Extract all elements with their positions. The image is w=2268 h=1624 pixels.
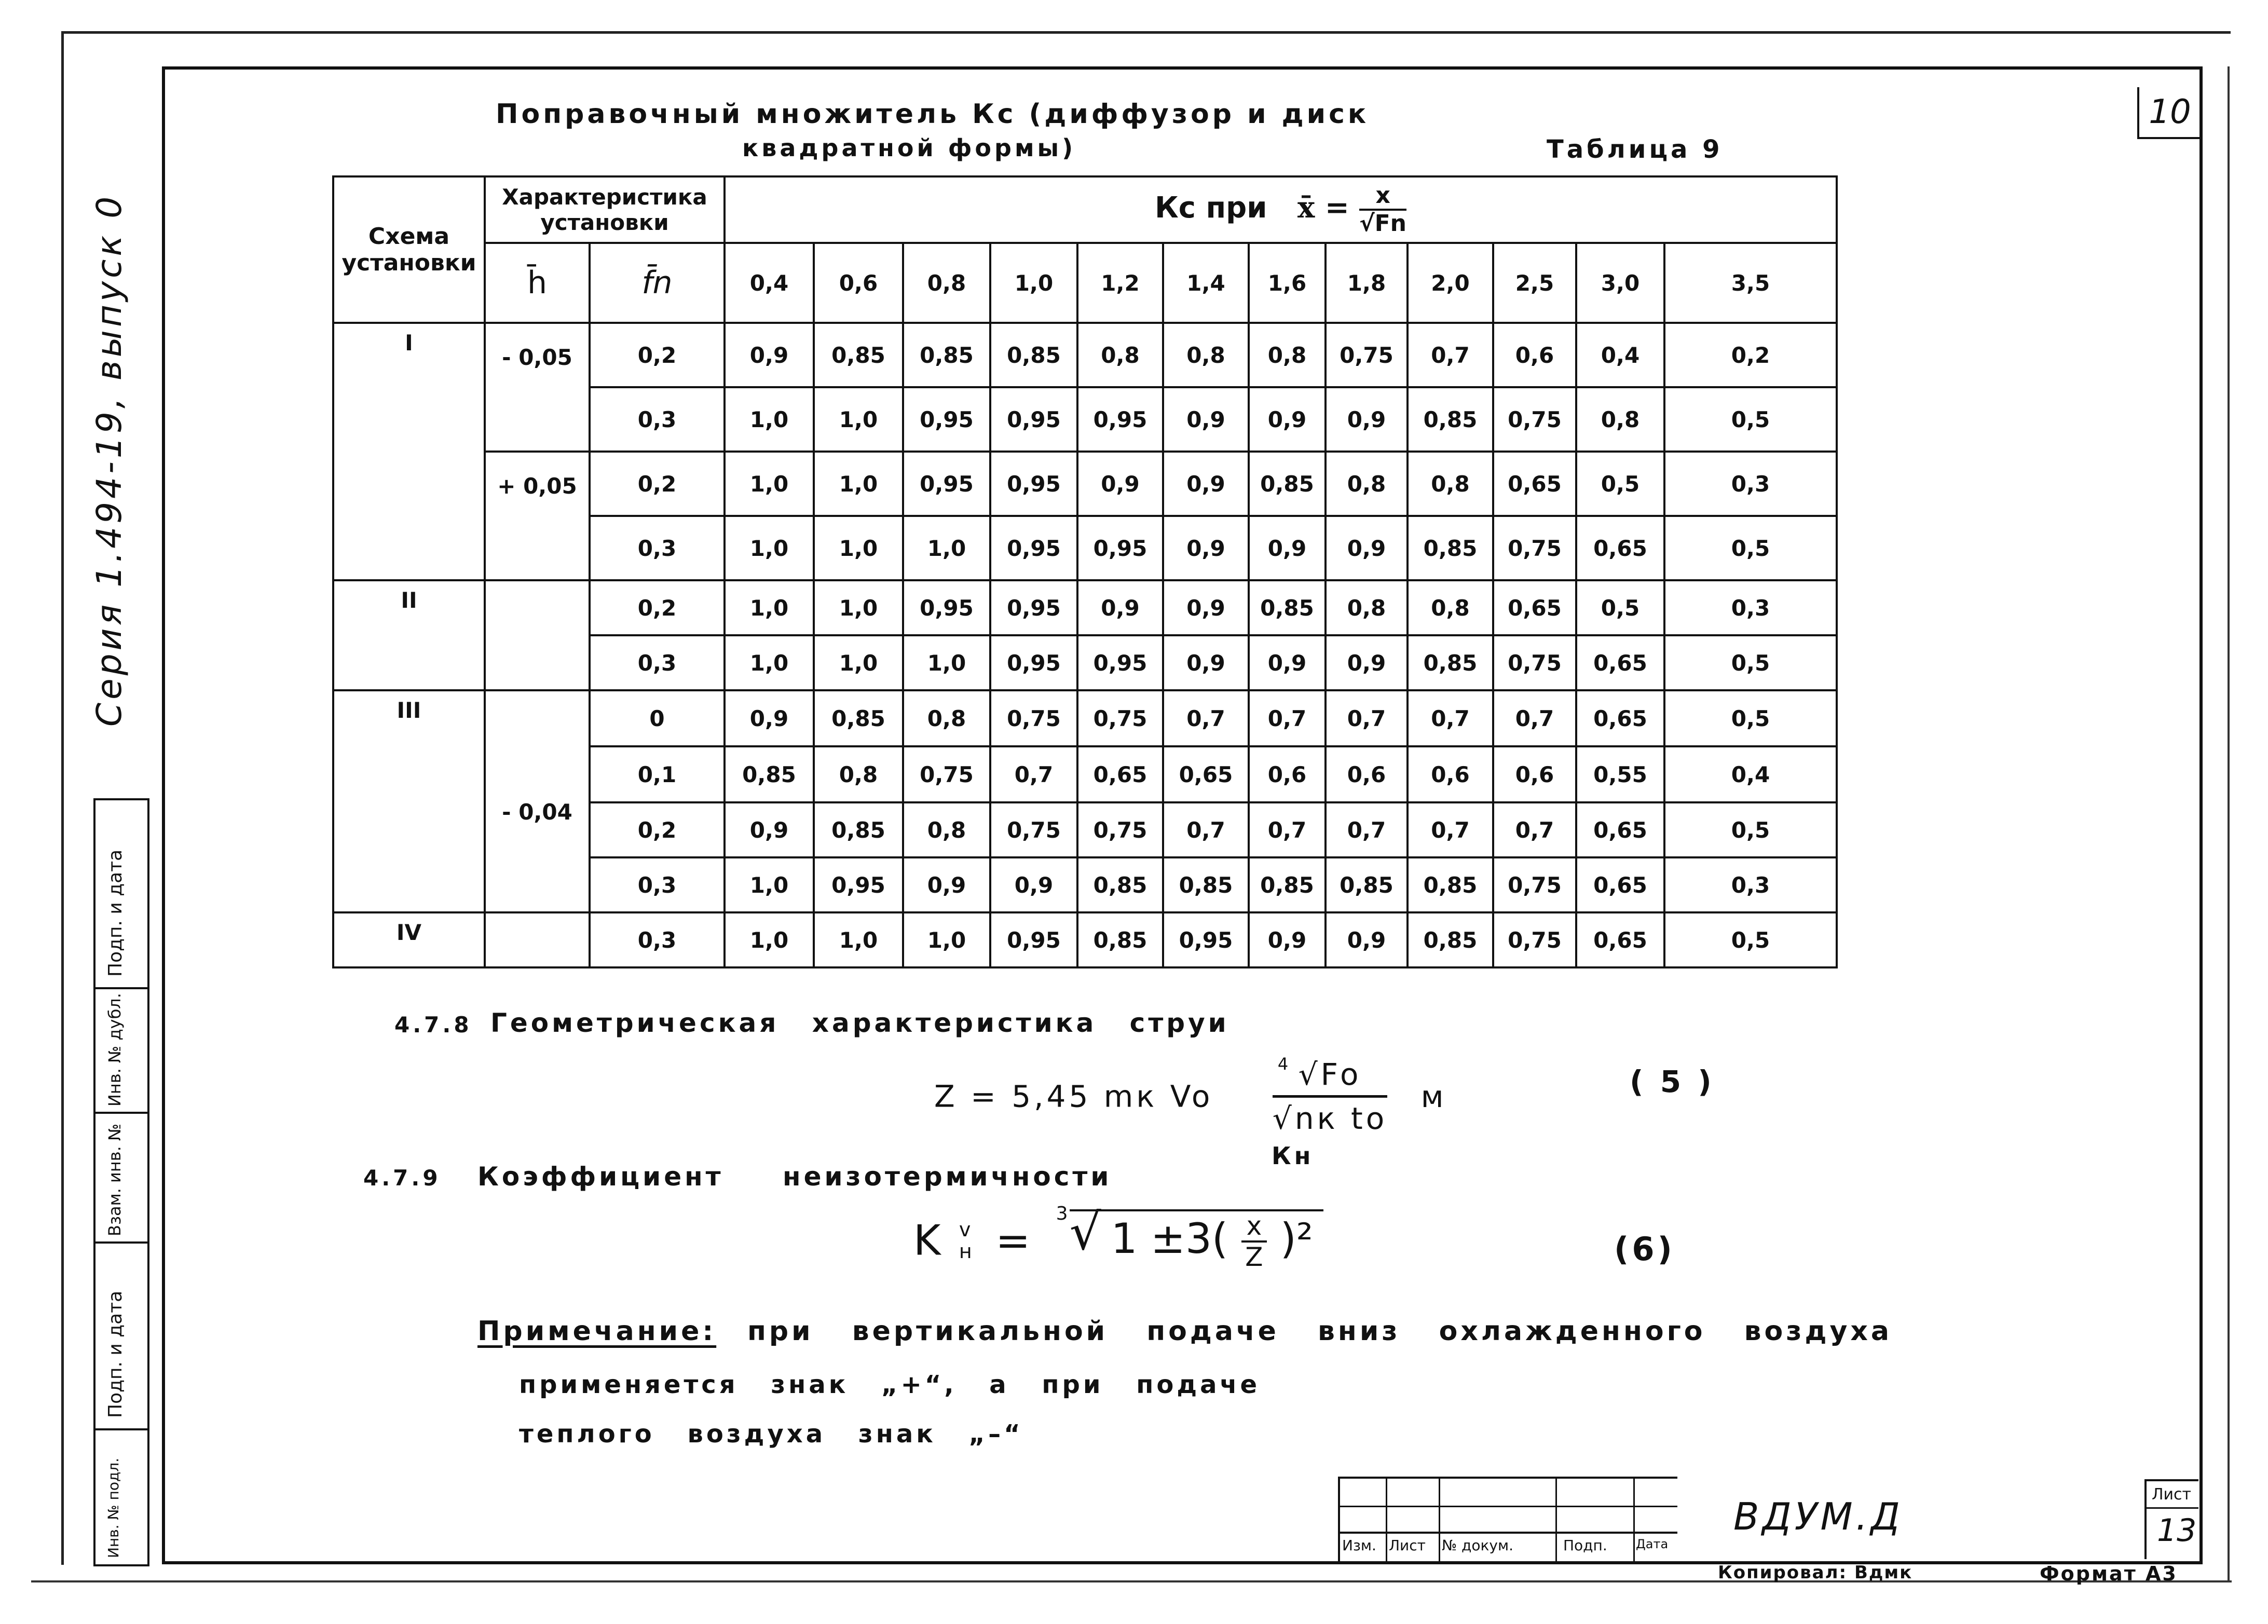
kc-value-cell: 0,95	[903, 387, 990, 452]
kc-value-cell: 0,95	[1163, 912, 1249, 967]
kc-value-cell: 1,0	[725, 452, 814, 516]
kc-value-cell: 0,75	[1493, 912, 1576, 967]
kc-value-cell: 0,85	[1408, 387, 1493, 452]
kc-value-cell: 0,95	[990, 516, 1077, 580]
kc-value-cell: 0,8	[1326, 580, 1408, 635]
header-fn: f̄n	[590, 243, 725, 323]
h-cell: - 0,05	[485, 323, 590, 452]
table-row	[333, 452, 1837, 516]
side-stamp-inv-podl: Инв. № подл.	[105, 1457, 122, 1558]
kc-value-cell: 0,7	[1249, 802, 1326, 857]
kc-value-cell: 0,95	[990, 912, 1077, 967]
header-xbar: x̄ =	[1297, 190, 1349, 225]
kc-value-cell: 0,7	[1408, 690, 1493, 746]
col-5: 1,4	[1163, 243, 1249, 323]
table-row	[333, 912, 1837, 967]
kc-value-cell: 1,0	[814, 580, 903, 635]
kc-value-cell: 1,0	[725, 580, 814, 635]
note-line1: при вертикальной подаче вниз охлажденного воздуха	[747, 1316, 1892, 1347]
kc-value-cell: 0,9	[1326, 912, 1408, 967]
note-label: Примечание:	[477, 1316, 717, 1347]
side-stamp-vzam-inv: Взам. инв. №	[105, 1123, 125, 1236]
formula-5	[934, 1054, 1446, 1139]
header-characteristic: Характеристика установки	[485, 176, 725, 243]
kc-value-cell: 0,3	[1664, 580, 1837, 635]
kc-value-cell: 0,75	[1493, 635, 1576, 690]
kc-value-cell: 1,0	[725, 516, 814, 580]
kc-value-cell: 0,9	[725, 802, 814, 857]
header-scheme: Схема установки	[333, 176, 485, 323]
tb-col-doc: № докум.	[1442, 1537, 1514, 1554]
format-label: Формат А3	[2040, 1562, 2178, 1585]
kc-value-cell: 0,9	[1077, 452, 1163, 516]
kc-value-cell: 0,95	[1077, 516, 1163, 580]
header-kc	[725, 176, 1837, 243]
scheme-cell: II	[333, 580, 485, 690]
radical-sign-icon: √	[1069, 1203, 1101, 1261]
tb-col-list: Лист	[1389, 1537, 1426, 1554]
tb-col-izm: Изм.	[1342, 1537, 1376, 1554]
kc-value-cell: 1,0	[725, 387, 814, 452]
kc-value-cell: 0,65	[1493, 452, 1576, 516]
kc-value-cell: 0,7	[1249, 690, 1326, 746]
kc-value-cell: 1,0	[903, 912, 990, 967]
formula-6-root-index: 3	[1056, 1203, 1068, 1224]
kc-value-cell: 0,9	[1249, 635, 1326, 690]
kc-value-cell: 0,8	[1077, 323, 1163, 387]
formula-5-lhs: Z = 5,45 mк Vo	[934, 1079, 1213, 1114]
sheet-box	[2144, 1479, 2198, 1559]
col-2: 0,8	[903, 243, 990, 323]
col-6: 1,6	[1249, 243, 1326, 323]
kc-value-cell: 1,0	[814, 452, 903, 516]
section-478-number: 4.7.8	[394, 1012, 472, 1038]
kc-value-cell: 0,5	[1664, 690, 1837, 746]
tb-col-sign: Подп.	[1563, 1537, 1607, 1554]
formula-6	[913, 1203, 1323, 1272]
formula-6-frac-num: x	[1241, 1211, 1267, 1243]
tb-col-date: Дата	[1636, 1537, 1669, 1551]
kc-value-cell: 0,85	[814, 323, 903, 387]
fn-cell: 0,3	[590, 912, 725, 967]
kc-value-cell: 0,5	[1664, 802, 1837, 857]
kc-value-cell: 0,75	[990, 802, 1077, 857]
kc-value-cell: 1,0	[814, 387, 903, 452]
kc-value-cell: 0,85	[1077, 912, 1163, 967]
note-line2: применяется знак „+“, а при подаче	[519, 1370, 1261, 1399]
kc-value-cell: 0,6	[1326, 746, 1408, 802]
kc-value-cell: 0,85	[903, 323, 990, 387]
kc-value-cell: 1,0	[814, 516, 903, 580]
kc-value-cell: 0,2	[1664, 323, 1837, 387]
formula-6-lhs: K	[913, 1216, 941, 1265]
kc-value-cell: 0,65	[1576, 635, 1664, 690]
header-kc-label: Кс при	[1154, 191, 1267, 225]
kc-value-cell: 0,75	[1326, 323, 1408, 387]
kc-value-cell: 0,8	[1326, 452, 1408, 516]
formula-5-unit: м	[1420, 1079, 1447, 1114]
kc-value-cell: 0,85	[1408, 912, 1493, 967]
table-title-line2: квадратной формы)	[742, 134, 1076, 162]
formula-5-root-index: 4	[1277, 1054, 1292, 1074]
sheet-number-box	[2137, 87, 2201, 139]
kc-value-cell: 0,65	[1576, 912, 1664, 967]
title-block	[1338, 1477, 1677, 1562]
fn-cell: 0,3	[590, 387, 725, 452]
fn-cell: 0,3	[590, 857, 725, 912]
h-cell: + 0,05	[485, 452, 590, 580]
kc-value-cell: 0,9	[1163, 387, 1249, 452]
kc-value-cell: 0,85	[1249, 452, 1326, 516]
kc-value-cell: 0,9	[725, 323, 814, 387]
formula-6-eq: =	[995, 1216, 1031, 1265]
section-479-number: 4.7.9	[363, 1165, 441, 1191]
header-frac-den: √Fn	[1359, 210, 1407, 237]
sheet-box-value: 13	[2157, 1512, 2197, 1549]
kc-value-cell: 1,0	[903, 635, 990, 690]
header-frac-num: x	[1359, 183, 1406, 211]
kc-value-cell: 0,85	[1249, 857, 1326, 912]
kc-value-cell: 0,85	[1408, 635, 1493, 690]
formula-6-lhs-sup: v	[959, 1218, 971, 1241]
kc-value-cell: 0,95	[990, 580, 1077, 635]
kc-value-cell: 0,95	[814, 857, 903, 912]
kc-value-cell: 0,5	[1664, 516, 1837, 580]
fn-cell: 0,2	[590, 802, 725, 857]
kc-value-cell: 0,8	[814, 746, 903, 802]
kc-value-cell: 1,0	[903, 516, 990, 580]
fn-cell: 0,2	[590, 323, 725, 387]
formula-6-close: )²	[1280, 1214, 1313, 1263]
formula-5-denominator: √nк to	[1272, 1101, 1388, 1136]
col-4: 1,2	[1077, 243, 1163, 323]
kc-value-cell: 0,85	[1408, 516, 1493, 580]
kc-value-cell: 0,75	[1077, 690, 1163, 746]
col-3: 1,0	[990, 243, 1077, 323]
kc-value-cell: 0,95	[903, 452, 990, 516]
kc-value-cell: 0,9	[725, 690, 814, 746]
kc-value-cell: 0,7	[1408, 802, 1493, 857]
col-11: 3,5	[1664, 243, 1837, 323]
kc-value-cell: 0,65	[1493, 580, 1576, 635]
kc-value-cell: 0,9	[1326, 387, 1408, 452]
kc-value-cell: 0,85	[1249, 580, 1326, 635]
kc-value-cell: 0,65	[1576, 516, 1664, 580]
col-10: 3,0	[1576, 243, 1664, 323]
kc-value-cell: 0,9	[1249, 387, 1326, 452]
kc-value-cell: 0,4	[1664, 746, 1837, 802]
kc-value-cell: 1,0	[725, 857, 814, 912]
fn-cell: 0,2	[590, 580, 725, 635]
scheme-cell: III	[333, 690, 485, 912]
kc-value-cell: 0,65	[1163, 746, 1249, 802]
series-side-title: Серия 1.494-19, выпуск 0	[89, 193, 129, 727]
kc-value-cell: 1,0	[814, 635, 903, 690]
kc-value-cell: 0,85	[1077, 857, 1163, 912]
kc-value-cell: 0,8	[1408, 580, 1493, 635]
kc-value-cell: 0,95	[990, 387, 1077, 452]
table-label: Таблица 9	[1547, 135, 1723, 164]
table-title-line1: Поправочный множитель Кс (диффузор и диск	[496, 99, 1370, 130]
side-stamp-sign-date-2: Подп. и дата	[105, 1290, 126, 1418]
kc-value-cell: 0,85	[990, 323, 1077, 387]
kc-value-cell: 0,65	[1576, 857, 1664, 912]
kc-value-cell: 0,95	[990, 635, 1077, 690]
kc-value-cell: 0,85	[814, 802, 903, 857]
title-block-code: ВДУМ.Д	[1733, 1495, 1903, 1538]
kc-value-cell: 0,7	[990, 746, 1077, 802]
kc-value-cell: 0,95	[1077, 635, 1163, 690]
kc-value-cell: 0,8	[1249, 323, 1326, 387]
kc-value-cell: 0,75	[903, 746, 990, 802]
formula-5-numerator: √Fo	[1298, 1057, 1362, 1092]
kc-value-cell: 0,85	[1163, 857, 1249, 912]
kc-value-cell: 0,7	[1493, 690, 1576, 746]
kc-value-cell: 0,55	[1576, 746, 1664, 802]
kc-value-cell: 0,7	[1326, 690, 1408, 746]
kc-value-cell: 0,8	[903, 690, 990, 746]
kc-value-cell: 0,85	[814, 690, 903, 746]
kc-value-cell: 0,65	[1576, 690, 1664, 746]
section-478-text: Геометрическая характеристика струи	[490, 1008, 1229, 1038]
h-cell	[485, 580, 590, 690]
kc-value-cell: 0,85	[1326, 857, 1408, 912]
kc-value-cell: 0,8	[903, 802, 990, 857]
fn-cell: 0,2	[590, 452, 725, 516]
formula-6-number: (6)	[1614, 1230, 1675, 1268]
kc-value-cell: 0,9	[1077, 580, 1163, 635]
kc-value-cell: 0,8	[1408, 452, 1493, 516]
kc-value-cell: 0,75	[990, 690, 1077, 746]
formula-5-number: ( 5 )	[1630, 1064, 1715, 1099]
fn-cell: 0,3	[590, 635, 725, 690]
kc-value-cell: 0,75	[1493, 857, 1576, 912]
right-border	[2228, 66, 2230, 1582]
col-7: 1,8	[1326, 243, 1408, 323]
side-stamp-sign-date: Подп. и дата	[105, 849, 126, 977]
formula-6-frac-den: Z	[1245, 1242, 1263, 1272]
kc-value-cell: 0,9	[1163, 516, 1249, 580]
section-479-symbol: Кн	[1272, 1142, 1314, 1170]
kc-value-cell: 0,85	[725, 746, 814, 802]
col-1: 0,6	[814, 243, 903, 323]
col-0: 0,4	[725, 243, 814, 323]
kc-value-cell: 0,7	[1163, 802, 1249, 857]
kc-value-cell: 0,9	[1163, 452, 1249, 516]
kc-value-cell: 0,4	[1576, 323, 1664, 387]
kc-value-cell: 0,6	[1249, 746, 1326, 802]
fn-cell: 0,3	[590, 516, 725, 580]
correction-factor-table	[332, 175, 1838, 968]
kc-value-cell: 0,9	[990, 857, 1077, 912]
h-cell	[485, 912, 590, 967]
kc-value-cell: 0,85	[1408, 857, 1493, 912]
header-h: h̄	[485, 243, 590, 323]
kc-value-cell: 0,9	[1163, 635, 1249, 690]
kc-value-cell: 0,95	[1077, 387, 1163, 452]
side-stamp-inv-dubl: Инв. № дубл.	[105, 993, 125, 1107]
scheme-cell: IV	[333, 912, 485, 967]
kc-value-cell: 0,6	[1493, 746, 1576, 802]
table-row	[333, 580, 1837, 635]
kc-value-cell: 0,9	[903, 857, 990, 912]
kc-value-cell: 0,5	[1576, 452, 1664, 516]
col-9: 2,5	[1493, 243, 1576, 323]
kc-value-cell: 1,0	[814, 912, 903, 967]
copied-by: Копировал: Вдмк	[1718, 1562, 1913, 1583]
kc-value-cell: 0,8	[1163, 323, 1249, 387]
formula-6-lhs-sub: н	[959, 1240, 972, 1263]
side-stamp-column	[93, 798, 149, 1566]
kc-value-cell: 0,65	[1077, 746, 1163, 802]
sheet-number: 10	[2149, 93, 2191, 131]
table-row	[333, 323, 1837, 387]
kc-value-cell: 0,9	[1326, 516, 1408, 580]
fn-cell: 0	[590, 690, 725, 746]
kc-value-cell: 0,7	[1493, 802, 1576, 857]
kc-value-cell: 0,9	[1249, 516, 1326, 580]
kc-value-cell: 0,5	[1664, 635, 1837, 690]
sheet-box-label: Лист	[2152, 1485, 2192, 1504]
kc-value-cell: 0,5	[1664, 387, 1837, 452]
table-row	[333, 690, 1837, 746]
kc-value-cell: 0,9	[1163, 580, 1249, 635]
kc-value-cell: 0,7	[1408, 323, 1493, 387]
kc-value-cell: 0,95	[903, 580, 990, 635]
kc-value-cell: 0,8	[1576, 387, 1664, 452]
kc-value-cell: 0,7	[1163, 690, 1249, 746]
kc-value-cell: 0,75	[1077, 802, 1163, 857]
kc-value-cell: 0,3	[1664, 857, 1837, 912]
col-8: 2,0	[1408, 243, 1493, 323]
h-cell: - 0,04	[485, 690, 590, 912]
kc-value-cell: 0,9	[1326, 635, 1408, 690]
kc-value-cell: 0,5	[1576, 580, 1664, 635]
kc-value-cell: 0,75	[1493, 387, 1576, 452]
kc-value-cell: 0,65	[1576, 802, 1664, 857]
section-479-text: Коэффициент неизотермичности	[477, 1162, 1112, 1192]
kc-value-cell: 0,5	[1664, 912, 1837, 967]
formula-6-body: 1 ±3(	[1111, 1214, 1228, 1263]
scheme-cell: I	[333, 323, 485, 580]
kc-value-cell: 0,6	[1408, 746, 1493, 802]
kc-value-cell: 1,0	[725, 635, 814, 690]
note-line3: теплого воздуха знак „–“	[519, 1420, 1023, 1449]
kc-value-cell: 0,3	[1664, 452, 1837, 516]
kc-value-cell: 0,7	[1326, 802, 1408, 857]
fn-cell: 0,1	[590, 746, 725, 802]
kc-value-cell: 0,75	[1493, 516, 1576, 580]
kc-value-cell: 0,6	[1493, 323, 1576, 387]
kc-value-cell: 0,95	[990, 452, 1077, 516]
kc-value-cell: 0,9	[1249, 912, 1326, 967]
kc-value-cell: 1,0	[725, 912, 814, 967]
